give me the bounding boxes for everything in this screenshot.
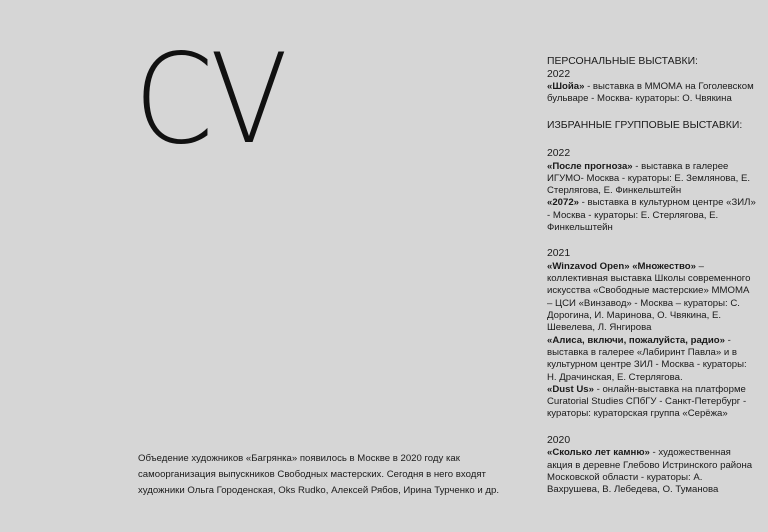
exhibition-details: - выставка в культурном центре «ЗИЛ» - Москва - кураторы: Е. Стерлягова, Е. Финкельштейн	[547, 197, 756, 234]
exhibition-entry	[547, 197, 757, 234]
exhibition-title: «Сколько лет камню»	[547, 447, 650, 459]
exhibition-title: «Dust Us»	[547, 383, 594, 395]
exhibition-details: - художественная акция в деревне Глебово Истринского района Московской области - кураторы: А. Вахрушева, В. Лебедева, О. Туманова	[547, 447, 753, 496]
exhibition-entry	[547, 261, 757, 335]
exhibition-entry	[547, 447, 757, 496]
group-exhibitions-heading: ИЗБРАННЫЕ ГРУППОВЫЕ ВЫСТАВКИ:	[547, 119, 743, 131]
exhibition-details: - онлайн-выставка на платформе Curatorial Studies СПбГУ - Санкт-Петербург - кураторы: кураторская группа «Серёжа»	[547, 383, 747, 420]
exhibition-entry	[547, 81, 757, 106]
exhibition-entry	[547, 335, 757, 384]
cv-title: CV	[134, 28, 285, 172]
group-year-2021: 2021	[547, 248, 571, 260]
exhibition-entry	[547, 384, 757, 421]
exhibition-title: «Алиса, включи, пожалуйста, радио»	[547, 334, 725, 346]
exhibition-details: – коллективная выставка Школы современного искусства «Свободные мастерские» ММОМА – ЦСИ «Винзавод» - Москва – кураторы: С. Дорогина, И. Маринова, О. Чвякина, Е. Шевелева, Л. Янгирова	[547, 260, 751, 334]
exhibition-details: - выставка в ММОМА на Гоголевском бульваре - Москва- кураторы: О. Чвякина	[547, 81, 754, 105]
exhibition-title: «Шойа»	[547, 81, 585, 92]
exhibition-title: «После прогноза»	[547, 160, 633, 172]
solo-exhibitions-heading: ПЕРСОНАЛЬНЫЕ ВЫСТАВКИ:	[547, 56, 698, 67]
solo-year-2022: 2022	[547, 68, 571, 80]
group-year-2022: 2022	[547, 148, 571, 160]
exhibition-title: «2072»	[547, 197, 580, 209]
exhibition-details: - выставка в галерее «Лабиринт Павла» и в культурном центре ЗИЛ - Москва - кураторы: Н. Драчинская, Е. Стерлягова.	[547, 334, 747, 383]
exhibition-details: - выставка в галерее ИГУМО- Москва - кураторы: Е. Землянова, Е. Стерлягова, Е. Финкельштейн	[547, 160, 751, 197]
exhibition-title: «Winzavod Open» «Множество»	[547, 260, 696, 272]
group-year-2020: 2020	[547, 434, 571, 446]
exhibition-entry	[547, 161, 757, 198]
collective-intro: Объедение художников «Багрянка» появилось в Москве в 2020 году как самоорганизация выпускников Свободных мастерских. Сегодня в него входят художники Ольга Городенская, Oks Rudko, Алексей Рябов, Ирина Турченко и др.	[138, 453, 499, 496]
exhibitions-column	[547, 56, 757, 496]
